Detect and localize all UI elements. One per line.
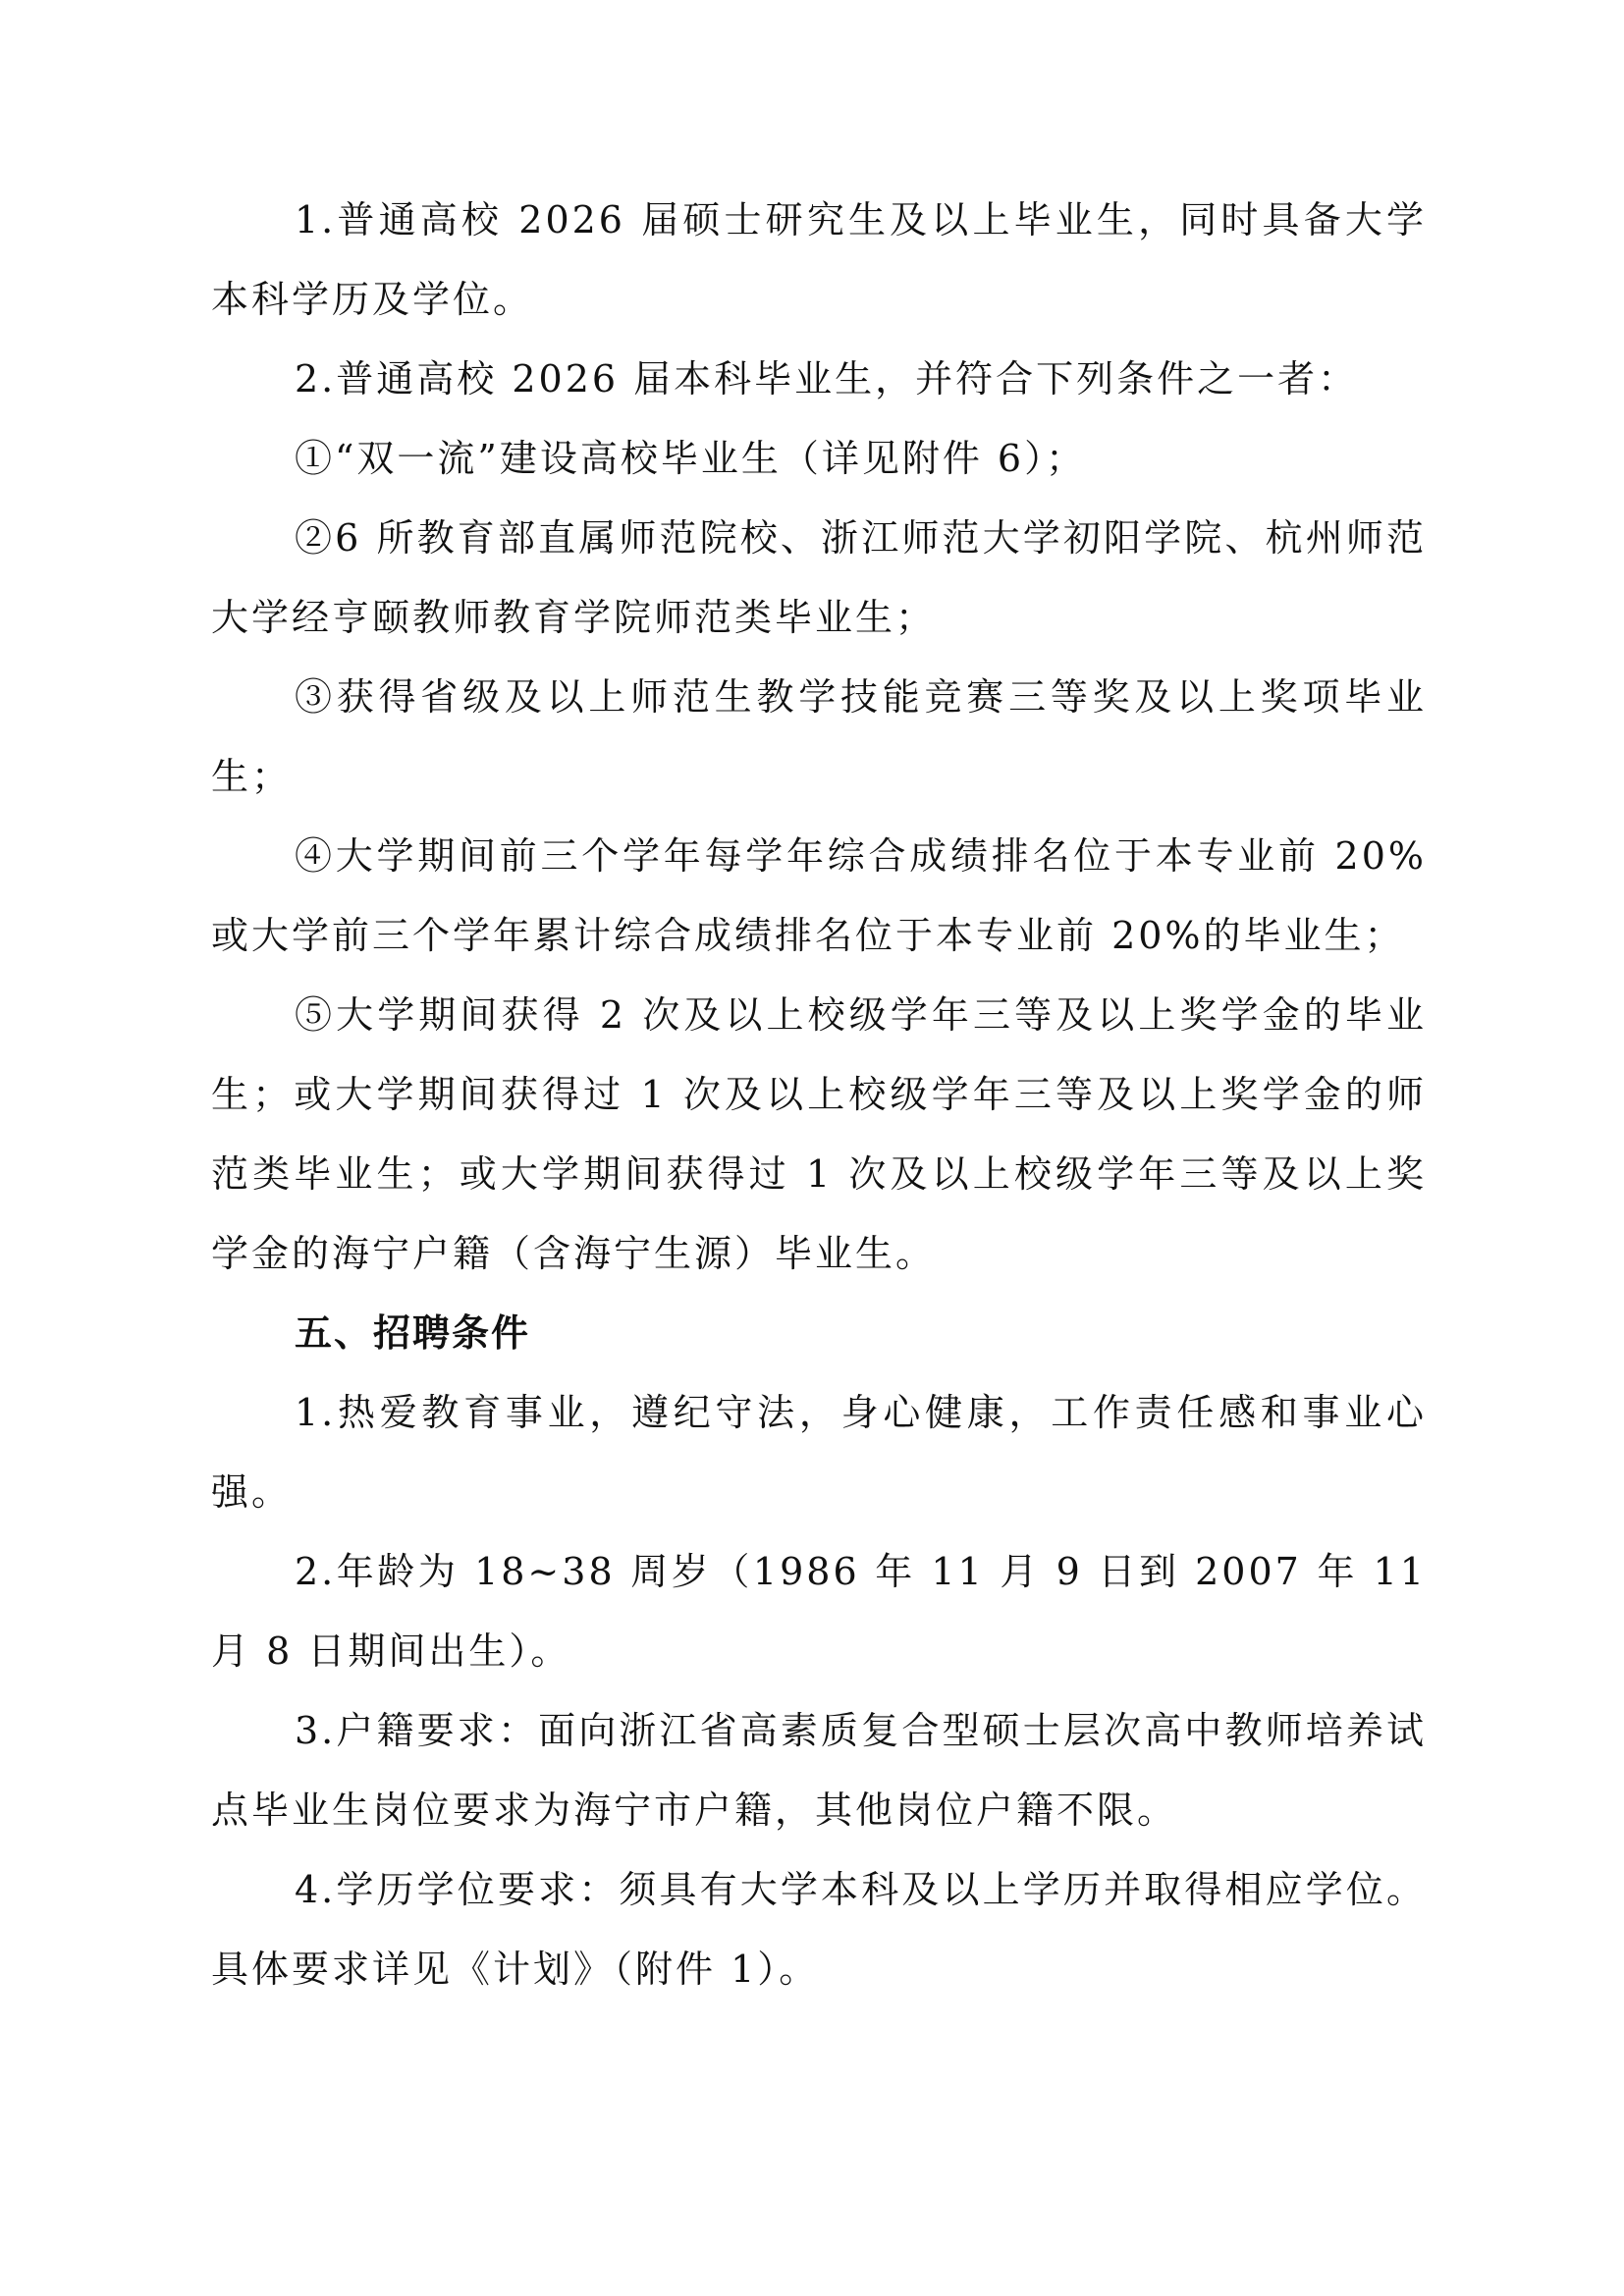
paragraph-requirement-household: 3.户籍要求：面向浙江省高素质复合型硕士层次高中教师培养试点毕业生岗位要求为海宁市户籍，其他岗位户籍不限。 (211, 1709, 1427, 1832)
paragraph-condition-2: ②6 所教育部直属师范院校、浙江师范大学初阳学院、杭州师范大学经亨颐教师教育学院师范类毕业生； (211, 516, 1427, 639)
paragraph-requirement-age: 2.年龄为 18~38 周岁（1986 年 11 月 9 日到 2007 年 11 月 8 日期间出生）。 (211, 1550, 1427, 1673)
paragraph-eligibility-graduate: 1.普通高校 2026 届硕士研究生及以上毕业生，同时具备大学本科学历及学位。 (211, 198, 1427, 321)
section-heading: 五、招聘条件 (295, 1311, 531, 1355)
paragraph-condition-5: ⑤大学期间获得 2 次及以上校级学年三等及以上奖学金的毕业生；或大学期间获得过 1 次及以上校级学年三等及以上奖学金的师范类毕业生；或大学期间获得过 1 次及以上校级学年三等及以上奖学金的海宁户籍（含海宁生源）毕业生。 (211, 993, 1427, 1275)
paragraph-eligibility-undergraduate: 2.普通高校 2026 届本科毕业生，并符合下列条件之一者： (295, 357, 1359, 400)
paragraph-condition-1: ①“双一流”建设高校毕业生（详见附件 6）； (295, 437, 1087, 480)
paragraph-requirement-1: 1.热爱教育事业，遵纪守法，身心健康，工作责任感和事业心强。 (211, 1391, 1427, 1514)
paragraph-condition-4: ④大学期间前三个学年每学年综合成绩排名位于本专业前 20%或大学前三个学年累计综合成绩排名位于本专业前 20%的毕业生； (211, 834, 1427, 957)
paragraph-requirement-degree: 4.学历学位要求：须具有大学本科及以上学历并取得相应学位。具体要求详见《计划》（附件 1）。 (211, 1868, 1427, 1991)
paragraph-condition-3: ③获得省级及以上师范生教学技能竞赛三等奖及以上奖项毕业生； (211, 675, 1427, 798)
document-body (211, 181, 1427, 2009)
